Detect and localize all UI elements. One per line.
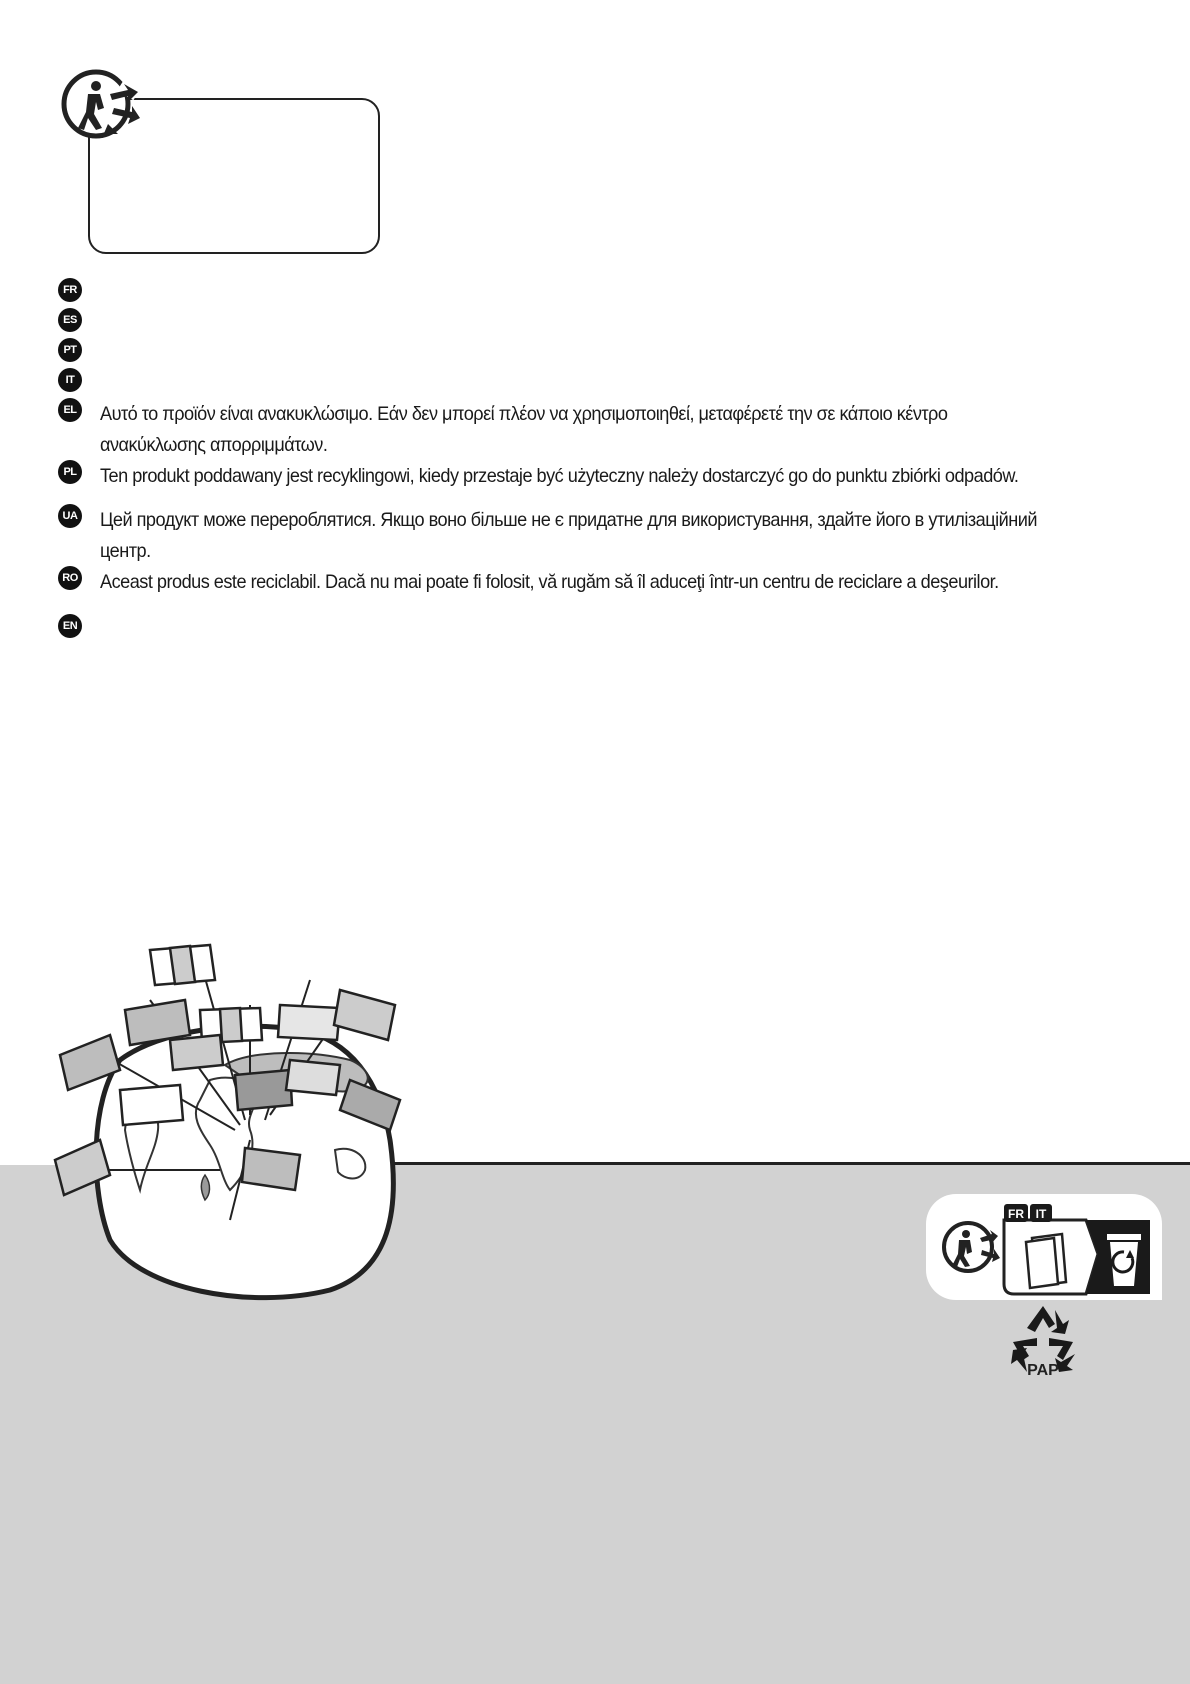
- lang-badge: ES: [58, 308, 82, 332]
- lang-badge: RO: [58, 566, 82, 590]
- recycle-code-label: PAP: [1027, 1362, 1059, 1379]
- lang-text: Αυτό το προϊόν είναι ανακυκλώσιμο. Εάν δεν μπορεί πλέον να χρησιμοποιηθεί, μεταφέρετέ την σε κάποιο κέντρο ανακύκλωσης απορριμμάτων.: [100, 403, 948, 456]
- tag-it: IT: [1035, 1207, 1047, 1221]
- globe-with-flags-illustration: [50, 890, 440, 1310]
- lang-badge: EN: [58, 614, 82, 638]
- lang-text: Цей продукт може перероблятися. Якщо воно більше не є придатне для використування, здайте його в утилізаційний центр.: [100, 509, 1038, 562]
- triman-small-icon: [944, 1223, 1000, 1271]
- lang-text: Ten produkt poddawany jest recyklingowi, kiedy przestaje być użyteczny należy dostarczyć go do punktu zbiórki odpadów.: [100, 465, 1019, 487]
- lang-badge: EL: [58, 398, 82, 422]
- lang-badge: FR: [58, 278, 82, 302]
- lang-badge: UA: [58, 504, 82, 528]
- tag-fr: FR: [1008, 1207, 1024, 1221]
- lang-badge: PL: [58, 460, 82, 484]
- triman-icon: [58, 64, 150, 144]
- lang-text: Aceast produs este reciclabil. Dacă nu mai poate fi folosit, vă rugăm să îl aduceţi într-un centru de reciclare a deşeurilor.: [100, 571, 999, 593]
- band-divider-line: [380, 1162, 1190, 1165]
- recycling-info-panel: [926, 1194, 1162, 1300]
- lang-badge: IT: [58, 368, 82, 392]
- lang-badge: PT: [58, 338, 82, 362]
